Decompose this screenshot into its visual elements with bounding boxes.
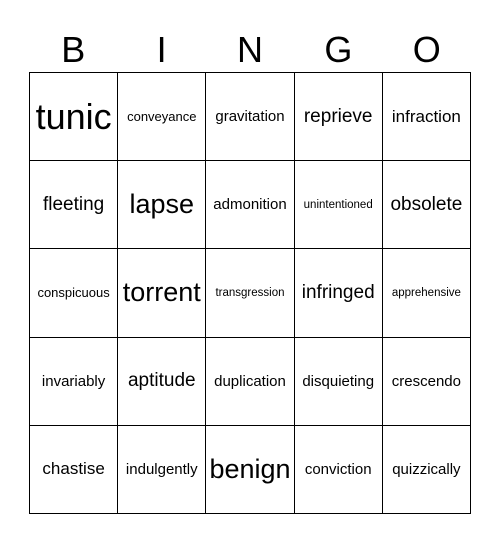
bingo-cell[interactable]: conviction	[295, 426, 383, 514]
header-letter-n: N	[236, 29, 263, 70]
bingo-cell[interactable]: obsolete	[383, 161, 471, 249]
bingo-cell[interactable]: benign	[206, 426, 294, 514]
bingo-cell[interactable]: disquieting	[295, 338, 383, 426]
bingo-cell[interactable]: indulgently	[118, 426, 206, 514]
header-letter-b: B	[61, 29, 86, 70]
bingo-cell[interactable]: duplication	[206, 338, 294, 426]
bingo-cell[interactable]: admonition	[206, 161, 294, 249]
header-letter-i: I	[156, 29, 167, 70]
bingo-board	[29, 72, 471, 514]
bingo-cell[interactable]: tunic	[30, 73, 118, 161]
bingo-cell[interactable]: transgression	[206, 249, 294, 337]
bingo-cell[interactable]: lapse	[118, 161, 206, 249]
header-letter-o: O	[412, 29, 441, 70]
bingo-cell[interactable]: crescendo	[383, 338, 471, 426]
bingo-cell[interactable]: infraction	[383, 73, 471, 161]
bingo-cell[interactable]: chastise	[30, 426, 118, 514]
bingo-cell[interactable]: quizzically	[383, 426, 471, 514]
bingo-cell[interactable]: conspicuous	[30, 249, 118, 337]
bingo-cell[interactable]: conveyance	[118, 73, 206, 161]
bingo-cell[interactable]: invariably	[30, 338, 118, 426]
bingo-cell[interactable]: gravitation	[206, 73, 294, 161]
header-letter-g: G	[324, 29, 353, 70]
bingo-header	[29, 28, 471, 72]
bingo-cell[interactable]: infringed	[295, 249, 383, 337]
bingo-cell[interactable]: unintentioned	[295, 161, 383, 249]
bingo-cell[interactable]: torrent	[118, 249, 206, 337]
bingo-cell[interactable]: reprieve	[295, 73, 383, 161]
bingo-cell[interactable]: apprehensive	[383, 249, 471, 337]
bingo-cell[interactable]: aptitude	[118, 338, 206, 426]
bingo-cell[interactable]: fleeting	[30, 161, 118, 249]
